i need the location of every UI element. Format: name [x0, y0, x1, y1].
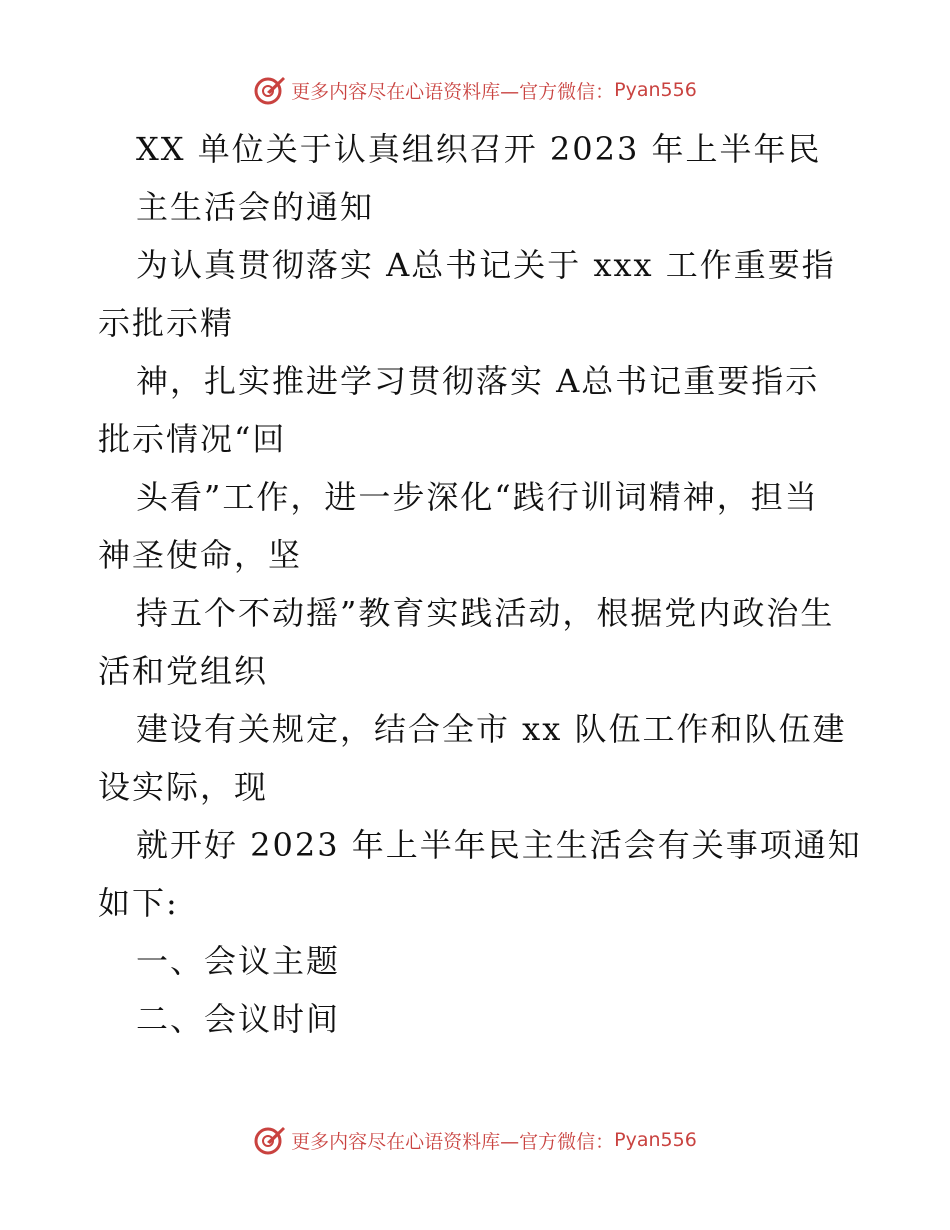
document-body: [98, 120, 862, 1048]
pen-logo-icon: [253, 1123, 287, 1157]
text-line: 持五个不动摇”教育实践活动，根据党内政治生: [136, 594, 835, 632]
text-line: 头看”工作，进一步深化“践行训词精神，担当: [136, 478, 819, 516]
watermark-handle: Pyan556: [614, 79, 697, 101]
watermark-handle: Pyan556: [614, 1129, 697, 1151]
pen-logo-icon: [253, 73, 287, 107]
text-line: 设实际，现: [98, 768, 269, 806]
text-line: 为认真贯彻落实 A总书记关于 xxx 工作重要指: [136, 246, 836, 284]
text-line: 神，扎实推进学习贯彻落实 A总书记重要指示: [136, 362, 820, 400]
text-line: 批示情况“回: [98, 420, 287, 458]
text-line: 活和党组织: [98, 652, 269, 690]
text-line: 建设有关规定，结合全市 xx 队伍工作和队伍建: [136, 710, 847, 748]
section-heading: 二、会议时间: [136, 1000, 341, 1038]
text-line: 如下:: [98, 884, 179, 922]
text-line: 神圣使命，坚: [98, 536, 303, 574]
text-line: 主生活会的通知: [136, 188, 375, 226]
watermark-text: 更多内容尽在心语资料库—官方微信：: [291, 1130, 615, 1153]
header-watermark: [0, 68, 950, 112]
text-line: 就开好 2023 年上半年民主生活会有关事项通知: [136, 826, 862, 864]
text-line: 示批示精: [98, 304, 235, 342]
footer-watermark: [0, 1118, 950, 1162]
watermark-text: 更多内容尽在心语资料库—官方微信：: [291, 80, 615, 103]
section-heading: 一、会议主题: [136, 942, 341, 980]
text-line: XX 单位关于认真组织召开 2023 年上半年民: [136, 130, 822, 168]
